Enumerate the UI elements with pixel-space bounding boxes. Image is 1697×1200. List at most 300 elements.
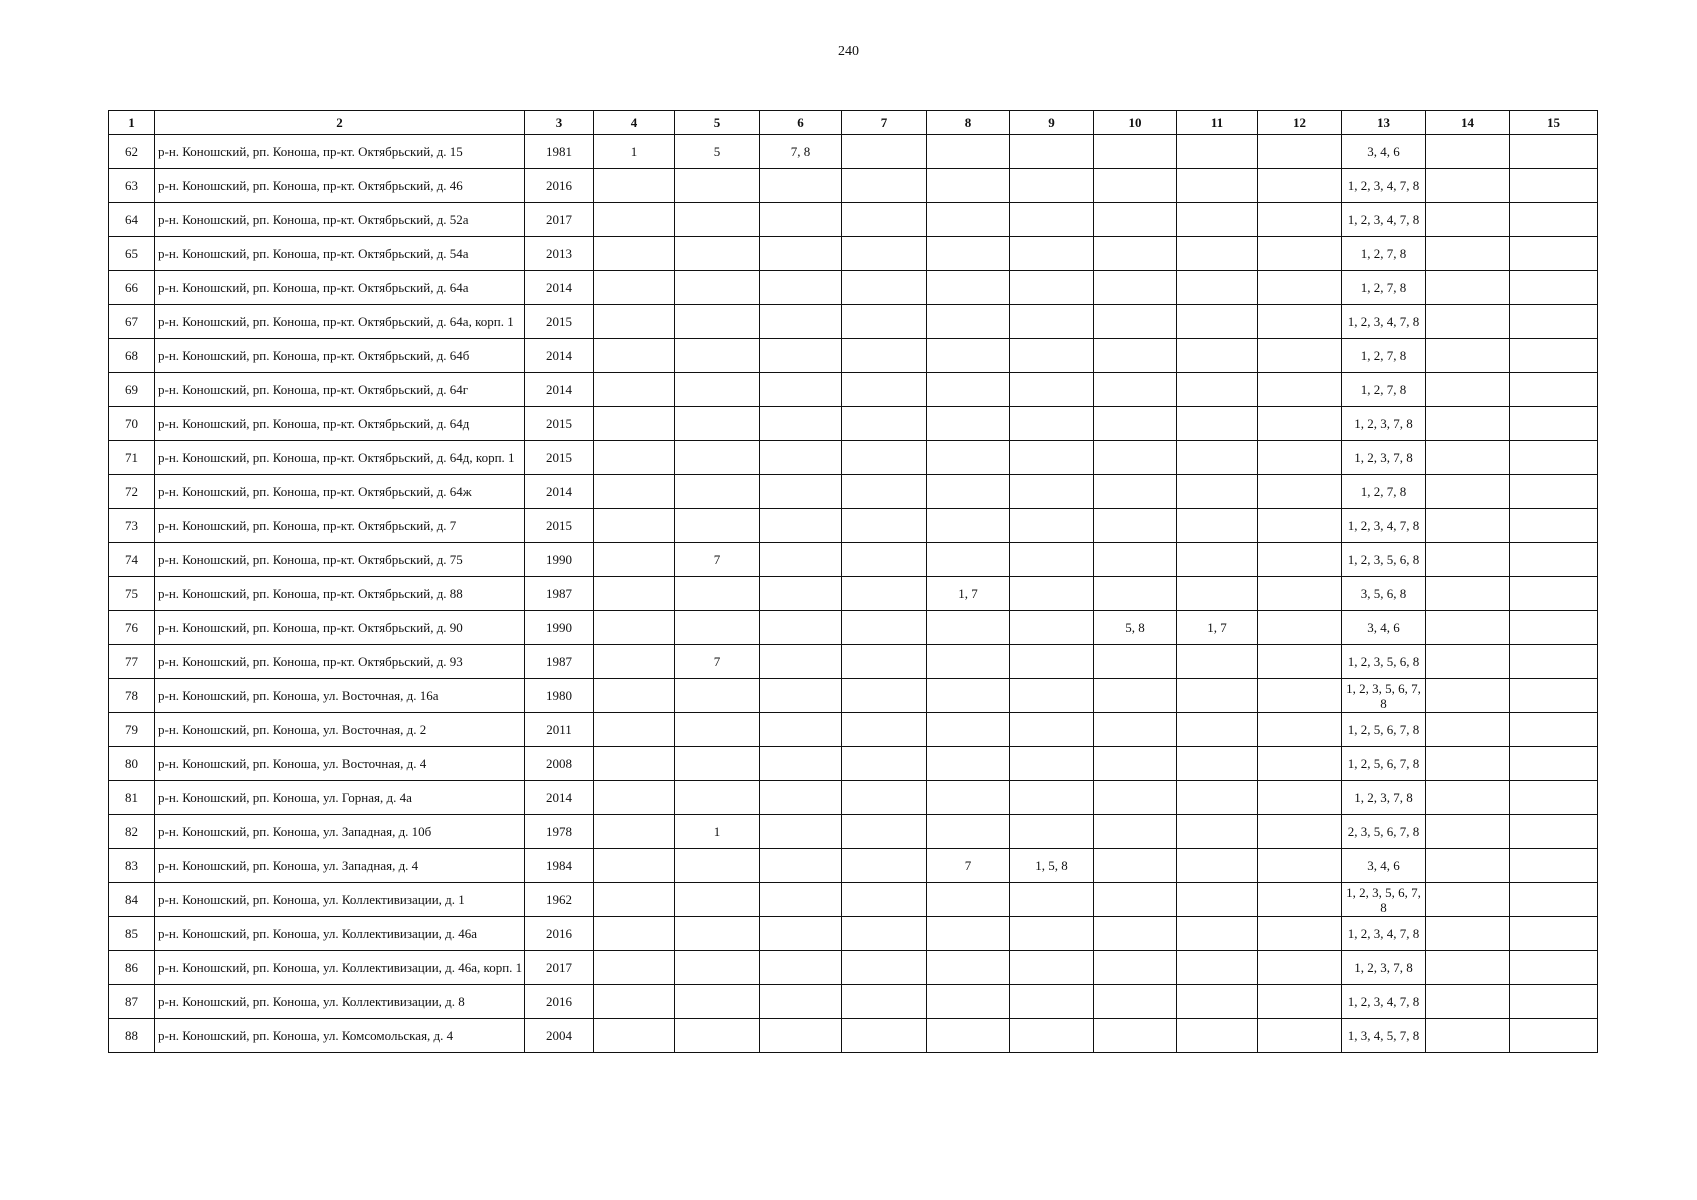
table-cell	[842, 679, 927, 713]
table-cell	[1258, 883, 1342, 917]
table-cell	[1177, 543, 1258, 577]
table-cell	[1094, 815, 1177, 849]
table-cell	[1510, 611, 1598, 645]
table-cell	[1177, 407, 1258, 441]
table-cell	[1426, 679, 1510, 713]
table-cell: 3, 4, 6	[1342, 611, 1426, 645]
table-cell	[842, 577, 927, 611]
table-cell	[1510, 135, 1598, 169]
table-cell: 3, 4, 6	[1342, 135, 1426, 169]
table-cell	[1510, 271, 1598, 305]
table-cell	[927, 135, 1010, 169]
table-cell	[594, 271, 675, 305]
table-cell	[1426, 441, 1510, 475]
table-cell: 1, 2, 7, 8	[1342, 475, 1426, 509]
table-row	[109, 849, 1598, 883]
table-cell	[1094, 985, 1177, 1019]
table-cell	[927, 985, 1010, 1019]
table-row	[109, 509, 1598, 543]
table-cell	[1510, 1019, 1598, 1053]
table-cell	[594, 543, 675, 577]
table-cell: 1, 2, 7, 8	[1342, 339, 1426, 373]
table-cell	[594, 305, 675, 339]
table-cell	[1094, 339, 1177, 373]
table-cell: 1, 2, 7, 8	[1342, 373, 1426, 407]
table-cell	[1258, 237, 1342, 271]
table-cell	[927, 747, 1010, 781]
table-cell	[675, 985, 760, 1019]
table-cell: 75	[109, 577, 155, 611]
column-header-14: 14	[1426, 111, 1510, 135]
table-cell: 70	[109, 407, 155, 441]
table-cell: 7	[675, 543, 760, 577]
table-cell	[842, 203, 927, 237]
table-cell	[1510, 339, 1598, 373]
table-cell	[594, 169, 675, 203]
table-cell	[594, 883, 675, 917]
table-cell	[1510, 203, 1598, 237]
table-cell	[1094, 135, 1177, 169]
table-cell: 2014	[525, 339, 594, 373]
table-cell: 64	[109, 203, 155, 237]
table-cell	[1010, 305, 1094, 339]
table-cell	[594, 985, 675, 1019]
table-row	[109, 985, 1598, 1019]
table-cell: 1962	[525, 883, 594, 917]
table-cell	[1010, 985, 1094, 1019]
address-cell: р-н. Коношский, рп. Коноша, ул. Восточная, д. 2	[155, 713, 525, 747]
table-cell	[927, 475, 1010, 509]
table-cell	[760, 237, 842, 271]
table-cell: 72	[109, 475, 155, 509]
table-row	[109, 203, 1598, 237]
table-cell	[1010, 883, 1094, 917]
table-cell	[675, 441, 760, 475]
table-cell	[1177, 339, 1258, 373]
table-cell: 1990	[525, 543, 594, 577]
table-cell	[842, 883, 927, 917]
table-cell	[1258, 441, 1342, 475]
header-row	[109, 111, 1598, 135]
table-cell	[675, 611, 760, 645]
table-cell: 1, 2, 7, 8	[1342, 237, 1426, 271]
column-header-12: 12	[1258, 111, 1342, 135]
table-cell	[1426, 917, 1510, 951]
table-cell	[1258, 611, 1342, 645]
address-cell: р-н. Коношский, рп. Коноша, ул. Коллективизации, д. 46а	[155, 917, 525, 951]
column-header-1: 1	[109, 111, 155, 135]
table-cell	[1426, 849, 1510, 883]
table-cell: 7	[927, 849, 1010, 883]
table-cell	[1177, 883, 1258, 917]
table-cell: 2014	[525, 475, 594, 509]
table-cell	[1258, 815, 1342, 849]
table-cell	[1010, 679, 1094, 713]
table-cell	[1010, 339, 1094, 373]
table-cell	[842, 169, 927, 203]
table-cell	[675, 1019, 760, 1053]
table-cell	[1258, 373, 1342, 407]
column-header-4: 4	[594, 111, 675, 135]
table-cell	[760, 815, 842, 849]
table-cell: 84	[109, 883, 155, 917]
table-cell: 2014	[525, 373, 594, 407]
table-cell	[1094, 577, 1177, 611]
table-cell	[1177, 917, 1258, 951]
table-cell	[760, 611, 842, 645]
table-cell: 74	[109, 543, 155, 577]
table-row	[109, 407, 1598, 441]
table-cell	[842, 849, 927, 883]
table-cell	[1258, 135, 1342, 169]
table-cell	[675, 407, 760, 441]
table-cell	[1510, 883, 1598, 917]
address-cell: р-н. Коношский, рп. Коноша, пр-кт. Октябрьский, д. 15	[155, 135, 525, 169]
table-cell	[594, 747, 675, 781]
address-cell: р-н. Коношский, рп. Коноша, пр-кт. Октябрьский, д. 64д, корп. 1	[155, 441, 525, 475]
table-cell	[1177, 203, 1258, 237]
address-cell: р-н. Коношский, рп. Коноша, пр-кт. Октябрьский, д. 93	[155, 645, 525, 679]
address-cell: р-н. Коношский, рп. Коноша, ул. Западная, д. 4	[155, 849, 525, 883]
address-cell: р-н. Коношский, рп. Коноша, пр-кт. Октябрьский, д. 7	[155, 509, 525, 543]
table-cell	[842, 747, 927, 781]
table-cell	[1258, 203, 1342, 237]
table-cell	[1177, 985, 1258, 1019]
table-cell	[594, 509, 675, 543]
table-cell: 78	[109, 679, 155, 713]
table-row	[109, 815, 1598, 849]
table-cell	[927, 509, 1010, 543]
table-cell	[1258, 543, 1342, 577]
table-cell	[1426, 951, 1510, 985]
table-cell	[1094, 169, 1177, 203]
table-cell	[1510, 713, 1598, 747]
table-cell	[842, 951, 927, 985]
table-cell: 1, 7	[1177, 611, 1258, 645]
table-cell	[927, 951, 1010, 985]
table-row	[109, 645, 1598, 679]
table-row	[109, 577, 1598, 611]
table-cell	[1094, 373, 1177, 407]
table-cell: 66	[109, 271, 155, 305]
table-cell	[1510, 917, 1598, 951]
table-cell	[1510, 747, 1598, 781]
table-cell	[1258, 1019, 1342, 1053]
table-cell	[760, 781, 842, 815]
table-cell	[1094, 441, 1177, 475]
table-cell	[1177, 781, 1258, 815]
table-cell: 1, 2, 3, 7, 8	[1342, 781, 1426, 815]
table-cell	[1010, 203, 1094, 237]
table-cell	[927, 441, 1010, 475]
table-row	[109, 271, 1598, 305]
table-cell	[1177, 271, 1258, 305]
table-cell: 1, 2, 5, 6, 7, 8	[1342, 713, 1426, 747]
table-cell	[1094, 543, 1177, 577]
address-cell: р-н. Коношский, рп. Коноша, пр-кт. Октябрьский, д. 75	[155, 543, 525, 577]
table-cell	[1010, 509, 1094, 543]
table-cell	[842, 985, 927, 1019]
table-cell	[1010, 577, 1094, 611]
column-header-2: 2	[155, 111, 525, 135]
table-cell	[1510, 237, 1598, 271]
table-cell	[760, 339, 842, 373]
table-cell	[842, 237, 927, 271]
table-cell: 1981	[525, 135, 594, 169]
table-cell	[1010, 441, 1094, 475]
table-cell: 1	[675, 815, 760, 849]
table-cell	[842, 441, 927, 475]
table-cell: 1, 2, 3, 4, 7, 8	[1342, 985, 1426, 1019]
table-cell	[1510, 509, 1598, 543]
table-cell: 86	[109, 951, 155, 985]
table-cell: 80	[109, 747, 155, 781]
table-cell	[1258, 849, 1342, 883]
address-cell: р-н. Коношский, рп. Коноша, ул. Коллективизации, д. 1	[155, 883, 525, 917]
table-cell	[594, 339, 675, 373]
table-cell: 1978	[525, 815, 594, 849]
table-cell: 2015	[525, 407, 594, 441]
address-cell: р-н. Коношский, рп. Коноша, ул. Западная, д. 10б	[155, 815, 525, 849]
table-cell	[1094, 747, 1177, 781]
table-cell: 82	[109, 815, 155, 849]
table-cell: 63	[109, 169, 155, 203]
table-cell: 2016	[525, 169, 594, 203]
table-cell	[1510, 543, 1598, 577]
table-cell	[1426, 203, 1510, 237]
table-cell	[1177, 713, 1258, 747]
column-header-3: 3	[525, 111, 594, 135]
table-cell	[594, 237, 675, 271]
table-cell	[1177, 441, 1258, 475]
table-cell	[1010, 169, 1094, 203]
table-cell	[1258, 679, 1342, 713]
table-cell: 1, 2, 7, 8	[1342, 271, 1426, 305]
table-cell	[675, 373, 760, 407]
table-cell: 1, 2, 3, 5, 6, 7, 8	[1342, 883, 1426, 917]
table-cell	[1010, 645, 1094, 679]
table-cell	[594, 645, 675, 679]
table-cell: 3, 5, 6, 8	[1342, 577, 1426, 611]
table-cell	[842, 339, 927, 373]
table-cell	[760, 917, 842, 951]
table-cell: 83	[109, 849, 155, 883]
table-cell	[675, 849, 760, 883]
table-cell: 71	[109, 441, 155, 475]
table-cell	[594, 951, 675, 985]
table-cell	[1426, 645, 1510, 679]
table-cell	[594, 611, 675, 645]
table-cell	[1177, 747, 1258, 781]
table-cell	[1426, 1019, 1510, 1053]
table-cell	[1010, 713, 1094, 747]
table-row	[109, 917, 1598, 951]
table-cell: 1, 7	[927, 577, 1010, 611]
table-cell	[842, 1019, 927, 1053]
table-cell	[842, 135, 927, 169]
table-cell	[1426, 781, 1510, 815]
table-cell	[1094, 883, 1177, 917]
table-cell	[842, 475, 927, 509]
table-cell	[675, 203, 760, 237]
table-cell: 1, 3, 4, 5, 7, 8	[1342, 1019, 1426, 1053]
table-cell	[1177, 577, 1258, 611]
table-body	[109, 135, 1598, 1053]
table-cell: 1980	[525, 679, 594, 713]
table-cell	[594, 407, 675, 441]
table-cell	[760, 713, 842, 747]
table-cell	[1510, 815, 1598, 849]
table-cell: 67	[109, 305, 155, 339]
address-cell: р-н. Коношский, рп. Коноша, пр-кт. Октябрьский, д. 64г	[155, 373, 525, 407]
table-row	[109, 373, 1598, 407]
table-cell: 81	[109, 781, 155, 815]
table-cell	[760, 883, 842, 917]
table-cell	[1426, 815, 1510, 849]
table-cell	[842, 713, 927, 747]
address-cell: р-н. Коношский, рп. Коноша, ул. Коллективизации, д. 46а, корп. 1	[155, 951, 525, 985]
table-cell	[927, 611, 1010, 645]
table-cell	[760, 271, 842, 305]
address-cell: р-н. Коношский, рп. Коноша, ул. Коллективизации, д. 8	[155, 985, 525, 1019]
table-cell	[927, 917, 1010, 951]
address-cell: р-н. Коношский, рп. Коноша, пр-кт. Октябрьский, д. 64д	[155, 407, 525, 441]
table-cell	[1258, 509, 1342, 543]
table-cell	[1426, 713, 1510, 747]
table-cell	[1010, 951, 1094, 985]
table-cell: 2017	[525, 951, 594, 985]
table-cell	[594, 815, 675, 849]
table-cell	[675, 679, 760, 713]
table-cell: 1990	[525, 611, 594, 645]
table-cell	[675, 781, 760, 815]
table-cell	[1094, 203, 1177, 237]
table-cell	[594, 441, 675, 475]
table-cell	[1258, 169, 1342, 203]
table-cell	[1510, 441, 1598, 475]
table-cell: 1, 2, 5, 6, 7, 8	[1342, 747, 1426, 781]
table-cell: 87	[109, 985, 155, 1019]
column-header-15: 15	[1510, 111, 1598, 135]
table-cell	[1094, 305, 1177, 339]
table-cell	[1177, 305, 1258, 339]
column-header-7: 7	[842, 111, 927, 135]
column-header-10: 10	[1094, 111, 1177, 135]
table-cell: 1, 2, 3, 7, 8	[1342, 951, 1426, 985]
table-cell	[675, 747, 760, 781]
column-header-5: 5	[675, 111, 760, 135]
table-cell	[675, 237, 760, 271]
table-cell	[1426, 169, 1510, 203]
table-cell	[1426, 883, 1510, 917]
table-cell	[760, 441, 842, 475]
table-cell	[1177, 1019, 1258, 1053]
table-row	[109, 475, 1598, 509]
table-cell	[1510, 407, 1598, 441]
address-cell: р-н. Коношский, рп. Коноша, пр-кт. Октябрьский, д. 46	[155, 169, 525, 203]
table-cell	[760, 1019, 842, 1053]
table-cell	[1010, 475, 1094, 509]
address-cell: р-н. Коношский, рп. Коноша, пр-кт. Октябрьский, д. 88	[155, 577, 525, 611]
table-cell: 5, 8	[1094, 611, 1177, 645]
table-cell	[842, 645, 927, 679]
table-cell	[927, 815, 1010, 849]
table-row	[109, 883, 1598, 917]
table-cell	[927, 645, 1010, 679]
table-cell	[1010, 917, 1094, 951]
address-cell: р-н. Коношский, рп. Коноша, пр-кт. Октябрьский, д. 52а	[155, 203, 525, 237]
table-cell	[1177, 237, 1258, 271]
table-cell: 5	[675, 135, 760, 169]
table-cell	[927, 543, 1010, 577]
table-cell: 88	[109, 1019, 155, 1053]
address-cell: р-н. Коношский, рп. Коноша, пр-кт. Октябрьский, д. 54а	[155, 237, 525, 271]
table-cell	[594, 373, 675, 407]
address-cell: р-н. Коношский, рп. Коноша, ул. Комсомольская, д. 4	[155, 1019, 525, 1053]
table-cell	[1258, 305, 1342, 339]
table-cell	[1094, 679, 1177, 713]
table-cell	[1010, 747, 1094, 781]
address-cell: р-н. Коношский, рп. Коноша, ул. Восточная, д. 16а	[155, 679, 525, 713]
table-cell	[760, 169, 842, 203]
address-cell: р-н. Коношский, рп. Коноша, пр-кт. Октябрьский, д. 64б	[155, 339, 525, 373]
table-cell	[842, 611, 927, 645]
table-cell	[842, 509, 927, 543]
table-cell: 73	[109, 509, 155, 543]
table-cell	[842, 407, 927, 441]
table-cell	[927, 679, 1010, 713]
table-cell: 1, 2, 3, 4, 7, 8	[1342, 509, 1426, 543]
table-cell	[760, 407, 842, 441]
table-cell	[1258, 475, 1342, 509]
table-row	[109, 237, 1598, 271]
table-cell	[1426, 135, 1510, 169]
table-cell: 3, 4, 6	[1342, 849, 1426, 883]
table-cell	[1510, 305, 1598, 339]
table-cell	[1426, 373, 1510, 407]
table-cell	[1094, 713, 1177, 747]
table-cell	[760, 747, 842, 781]
table-cell	[927, 407, 1010, 441]
table-cell: 1	[594, 135, 675, 169]
table-cell	[927, 169, 1010, 203]
housing-register-table	[108, 110, 1598, 1053]
table-cell	[1177, 169, 1258, 203]
table-cell	[1010, 135, 1094, 169]
table-cell: 76	[109, 611, 155, 645]
table-cell	[1177, 135, 1258, 169]
table-row	[109, 339, 1598, 373]
table-cell	[1426, 339, 1510, 373]
table-cell: 2008	[525, 747, 594, 781]
table-row	[109, 441, 1598, 475]
table-cell: 2013	[525, 237, 594, 271]
table-cell	[1177, 373, 1258, 407]
address-cell: р-н. Коношский, рп. Коноша, пр-кт. Октябрьский, д. 64а, корп. 1	[155, 305, 525, 339]
table-cell	[1426, 985, 1510, 1019]
table-cell	[760, 475, 842, 509]
table-cell	[675, 339, 760, 373]
table-cell: 7, 8	[760, 135, 842, 169]
table-cell	[594, 679, 675, 713]
table-cell: 2, 3, 5, 6, 7, 8	[1342, 815, 1426, 849]
table-cell: 77	[109, 645, 155, 679]
table-cell	[927, 373, 1010, 407]
table-cell: 2015	[525, 305, 594, 339]
table-cell: 1, 2, 3, 4, 7, 8	[1342, 305, 1426, 339]
table-cell	[1094, 645, 1177, 679]
table-cell	[1258, 577, 1342, 611]
